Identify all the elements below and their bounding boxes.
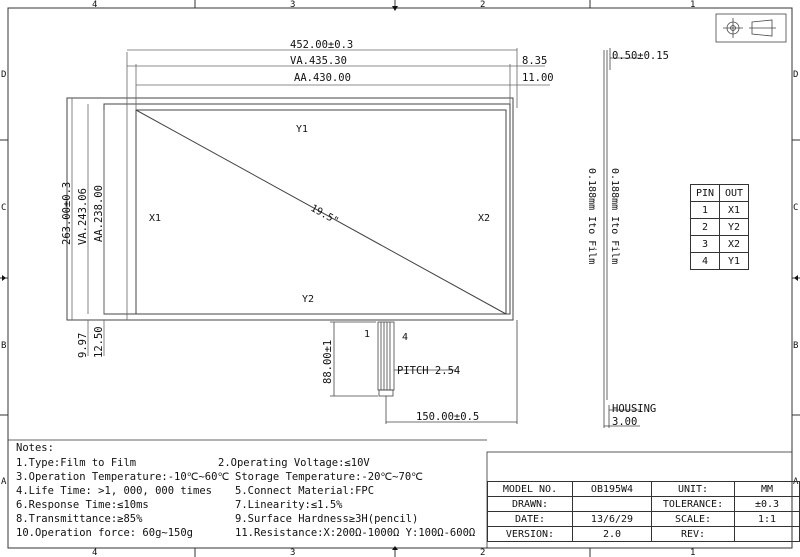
pin-table-row: [691, 219, 749, 236]
zone-right-3: B: [793, 341, 799, 351]
zone-left-4: A: [1, 477, 7, 487]
tolerance-label: TOLERANCE:: [652, 497, 735, 512]
pin-number: 3: [691, 236, 720, 253]
model-value: OB195W4: [573, 482, 652, 497]
projection-symbol-icon: [716, 14, 786, 42]
note-item: 7.Linearity:≤1.5%: [235, 499, 343, 511]
note-item: 2.Operating Voltage:≤10V: [218, 457, 370, 469]
panel-outline: [67, 98, 513, 320]
note-item: 11.Resistance:X:200Ω-1000Ω Y:100Ω-600Ω: [235, 527, 476, 539]
date-label: DATE:: [488, 512, 573, 527]
zone-bottom-3: 2: [480, 548, 486, 557]
dim-va-width: VA.435.30: [290, 55, 347, 67]
note-item: 10.Operation force: 60g~150g: [16, 527, 194, 539]
unit-label: UNIT:: [652, 482, 735, 497]
pin-number: 2: [691, 219, 720, 236]
pin-header: PIN: [691, 185, 720, 202]
date-value: 13/6/29: [573, 512, 652, 527]
horizontal-dimensions: [127, 48, 550, 320]
dim-overall-width: 452.00±0.3: [290, 39, 354, 51]
dim-pitch: PITCH 2.54: [397, 365, 461, 377]
zone-top-2: 3: [290, 0, 296, 10]
zone-top-3: 2: [480, 0, 486, 10]
film-note-left: 0.188mm Ito Film: [586, 168, 597, 265]
dim-tail-length: 88.00±1: [322, 339, 334, 384]
dim-8-35: 8.35: [522, 55, 548, 67]
dim-9-97: 9.97: [77, 332, 89, 358]
scale-value: 1:1: [735, 512, 800, 527]
pin-output: X1: [720, 202, 749, 219]
pin-output: Y2: [720, 219, 749, 236]
dim-overall-height: 263.00±0.3: [61, 181, 73, 245]
notes-title: Notes:: [16, 442, 54, 454]
zone-top-4: 1: [690, 0, 696, 10]
unit-value: MM: [735, 482, 800, 497]
rev-value: [735, 527, 800, 542]
dim-aa-width: AA.430.00: [294, 72, 351, 84]
note-item: 5.Connect Material:FPC: [235, 485, 375, 497]
pin-number: 4: [691, 253, 720, 270]
zone-left-3: B: [1, 341, 7, 351]
note-item: 4.Life Time: >1, 000, 000 times: [16, 485, 212, 497]
pin-table-row: [691, 236, 749, 253]
pin-table-row: [691, 253, 749, 270]
dim-va-height: VA.243.06: [77, 188, 89, 245]
touch-panel: [67, 98, 513, 320]
title-block: [487, 481, 800, 542]
dim-housing: 3.00: [612, 416, 638, 428]
zone-left-1: D: [1, 70, 7, 80]
drawn-label: DRAWN:: [488, 497, 573, 512]
pin-label-4: 4: [402, 332, 409, 343]
dim-12-50: 12.50: [93, 326, 105, 358]
dim-11-00: 11.00: [522, 72, 554, 84]
zone-right-4: A: [793, 477, 799, 487]
film-note-right: 0.188mm Ito Film: [609, 168, 620, 265]
scale-label: SCALE:: [652, 512, 735, 527]
zone-bottom-1: 4: [92, 548, 98, 557]
pin-table: [690, 184, 749, 270]
pin-output: X2: [720, 236, 749, 253]
electrode-y1: Y1: [296, 124, 309, 135]
model-label: MODEL NO.: [488, 482, 573, 497]
pin-table-row: [691, 202, 749, 219]
housing-label: HOUSING: [612, 403, 657, 415]
electrode-x1: X1: [149, 213, 162, 224]
note-item: 3.Operation Temperature:-10℃~60℃: [16, 471, 230, 483]
pin-label-1: 1: [364, 329, 371, 340]
zone-top-1: 4: [92, 0, 98, 10]
zone-right-1: D: [793, 70, 799, 80]
note-item: 1.Type:Film to Film: [16, 457, 137, 469]
pin-number: 1: [691, 202, 720, 219]
pin-table-header: [691, 185, 749, 202]
version-label: VERSION:: [488, 527, 573, 542]
pin-output: Y1: [720, 253, 749, 270]
note-item: 9.Surface Hardness≥3H(pencil): [235, 513, 419, 525]
version-value: 2.0: [573, 527, 652, 542]
note-item: 6.Response Time:≤10ms: [16, 499, 149, 511]
tolerance-value: ±0.3: [735, 497, 800, 512]
zone-right-2: C: [793, 203, 799, 213]
out-header: OUT: [720, 185, 749, 202]
note-item: Storage Temperature:-20℃~70℃: [235, 471, 423, 483]
drawn-value: [573, 497, 652, 512]
zone-bottom-4: 1: [690, 548, 696, 557]
electrode-y2: Y2: [302, 294, 315, 305]
zone-left-2: C: [1, 203, 7, 213]
note-item: 8.Transmittance:≥85%: [16, 513, 143, 525]
electrode-x2: X2: [478, 213, 491, 224]
diagonal-size: 19.5": [308, 203, 341, 228]
dim-thickness: 0.50±0.15: [612, 50, 669, 62]
rev-label: REV:: [652, 527, 735, 542]
dim-aa-height: AA.238.00: [93, 185, 105, 242]
zone-bottom-2: 3: [290, 548, 296, 557]
dim-tail-offset: 150.00±0.5: [416, 411, 480, 423]
